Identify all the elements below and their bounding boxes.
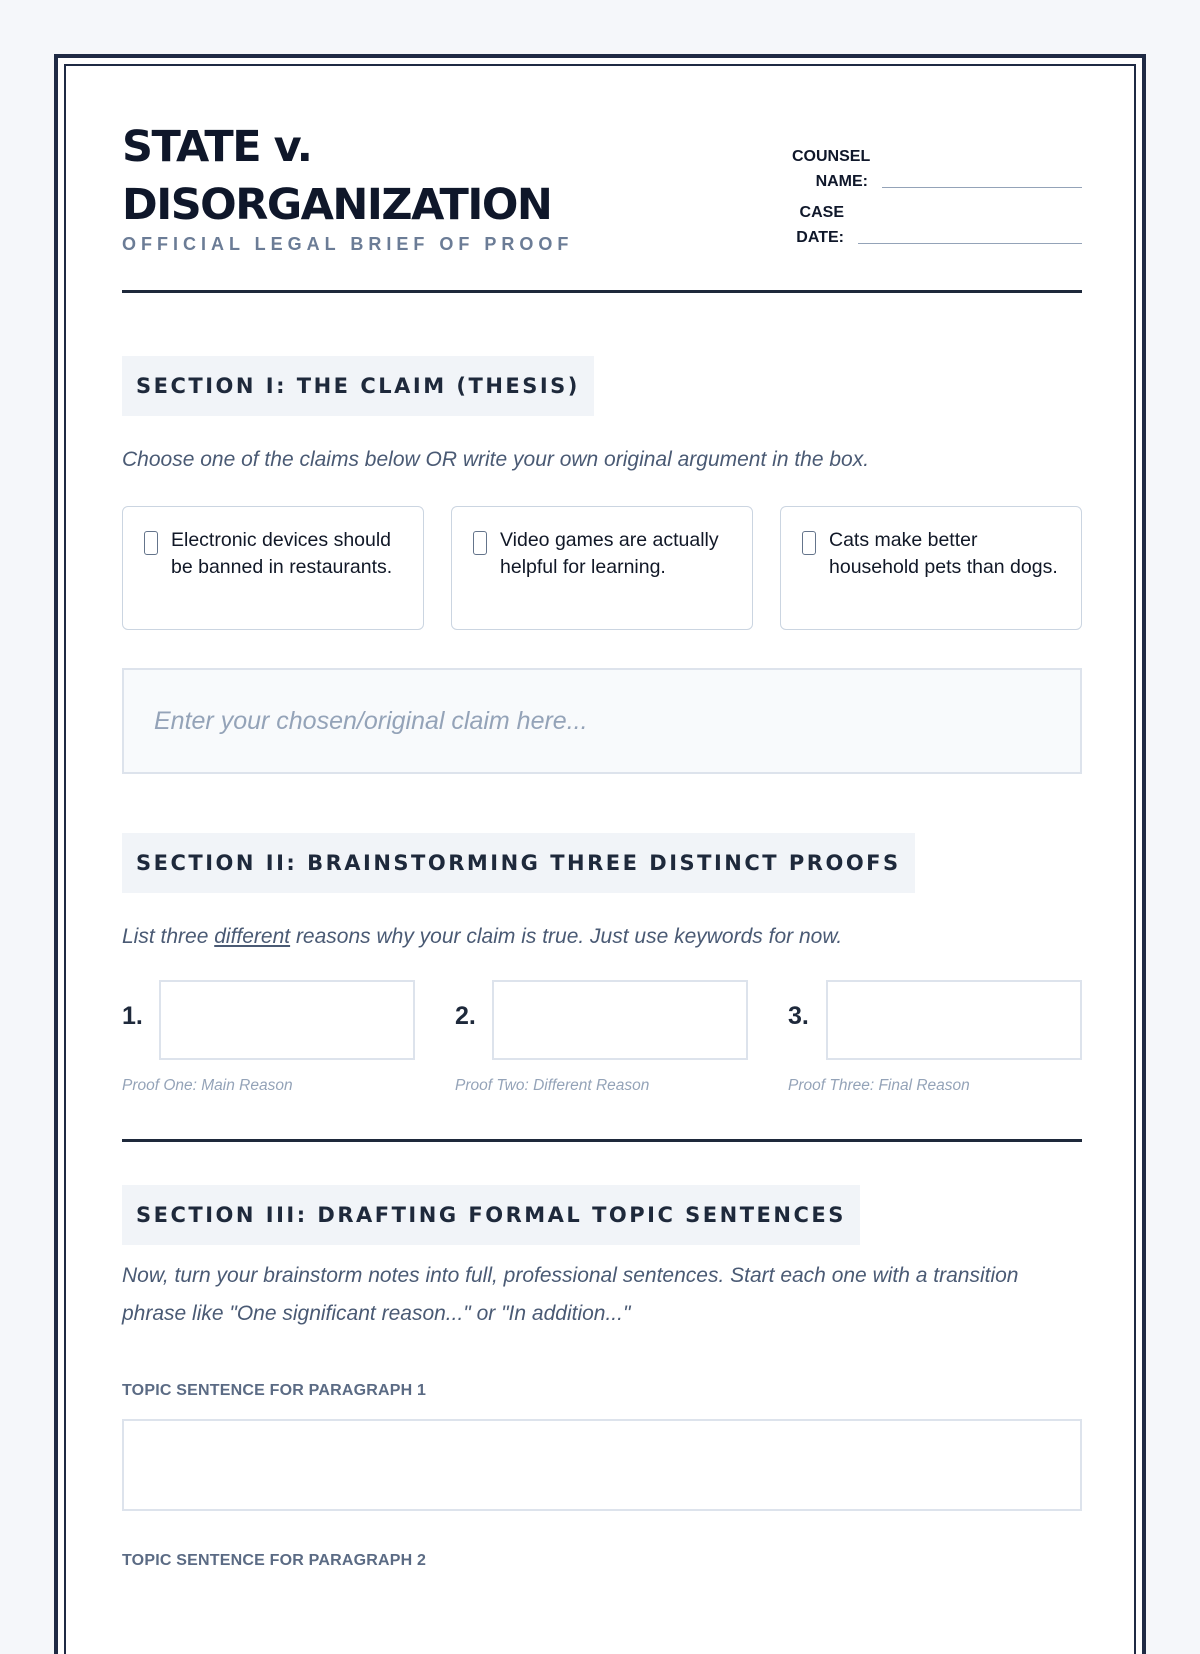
- counsel-name-field[interactable]: [882, 187, 1082, 188]
- proof-2-caption: Proof Two: Different Reason: [455, 1077, 650, 1094]
- header-divider: [122, 290, 1082, 293]
- section-3-instruction: Now, turn your brainstorm notes into full, professional sentences. Start each one with a transition phrase like "One significant reason..." or "In addition...": [122, 1264, 1019, 1325]
- document-frame: [54, 54, 1146, 1654]
- claim-option-label: Cats make better household pets than dogs.: [829, 529, 1058, 578]
- claim-options: [122, 506, 1082, 630]
- proof-2-number: 2.: [455, 1002, 476, 1030]
- checkbox-icon[interactable]: [802, 531, 816, 555]
- topic-sentence-2-label: TOPIC SENTENCE FOR PARAGRAPH 2: [122, 1552, 427, 1569]
- claim-option-label: Video games are actually helpful for learning.: [500, 529, 719, 578]
- instruction-emphasis: different: [214, 925, 291, 948]
- proof-1-input[interactable]: [159, 980, 415, 1060]
- section-2-heading: SECTION II: BRAINSTORMING THREE DISTINCT PROOFS: [122, 833, 915, 893]
- case-meta: [762, 138, 1082, 250]
- case-date-label: CASE DATE:: [796, 204, 844, 246]
- topic-sentence-1-input[interactable]: [122, 1419, 1082, 1511]
- section-1-instruction: Choose one of the claims below OR write your own original argument in the box.: [122, 448, 870, 471]
- proof-2-input[interactable]: [492, 980, 748, 1060]
- proof-3-number: 3.: [788, 1002, 809, 1030]
- instruction-text: reasons why your claim is true. Just use keywords for now.: [290, 925, 843, 948]
- claim-input[interactable]: Enter your chosen/original claim here...: [122, 668, 1082, 774]
- case-date-field[interactable]: [858, 243, 1082, 244]
- instruction-text: List three: [122, 925, 215, 948]
- section-2-instruction: [122, 918, 1082, 956]
- section-1-heading: SECTION I: THE CLAIM (THESIS): [122, 356, 594, 416]
- page-subtitle: OFFICIAL LEGAL BRIEF OF PROOF: [122, 234, 574, 254]
- counsel-name-label: COUNSEL NAME:: [792, 148, 871, 190]
- case-date-row: [762, 194, 1082, 250]
- section-2-divider: [122, 1139, 1082, 1142]
- page-title: STATE v. DISORGANIZATION: [122, 122, 552, 230]
- document-content: [122, 118, 1082, 1569]
- claim-option-3[interactable]: [780, 506, 1082, 630]
- proof-3-input[interactable]: [826, 980, 1082, 1060]
- section-3-heading: SECTION III: DRAFTING FORMAL TOPIC SENTENCES: [122, 1185, 860, 1245]
- claim-option-2[interactable]: [451, 506, 753, 630]
- proofs-row: [122, 980, 1082, 1100]
- checkbox-icon[interactable]: [144, 531, 158, 555]
- counsel-name-row: [762, 138, 1082, 194]
- checkbox-icon[interactable]: [473, 531, 487, 555]
- claim-option-1[interactable]: [122, 506, 424, 630]
- proof-3-caption: Proof Three: Final Reason: [788, 1077, 970, 1094]
- proof-1-caption: Proof One: Main Reason: [122, 1077, 293, 1094]
- proof-1-number: 1.: [122, 1002, 143, 1030]
- topic-sentence-1-label: TOPIC SENTENCE FOR PARAGRAPH 1: [122, 1382, 427, 1399]
- claim-option-label: Electronic devices should be banned in restaurants.: [171, 529, 393, 578]
